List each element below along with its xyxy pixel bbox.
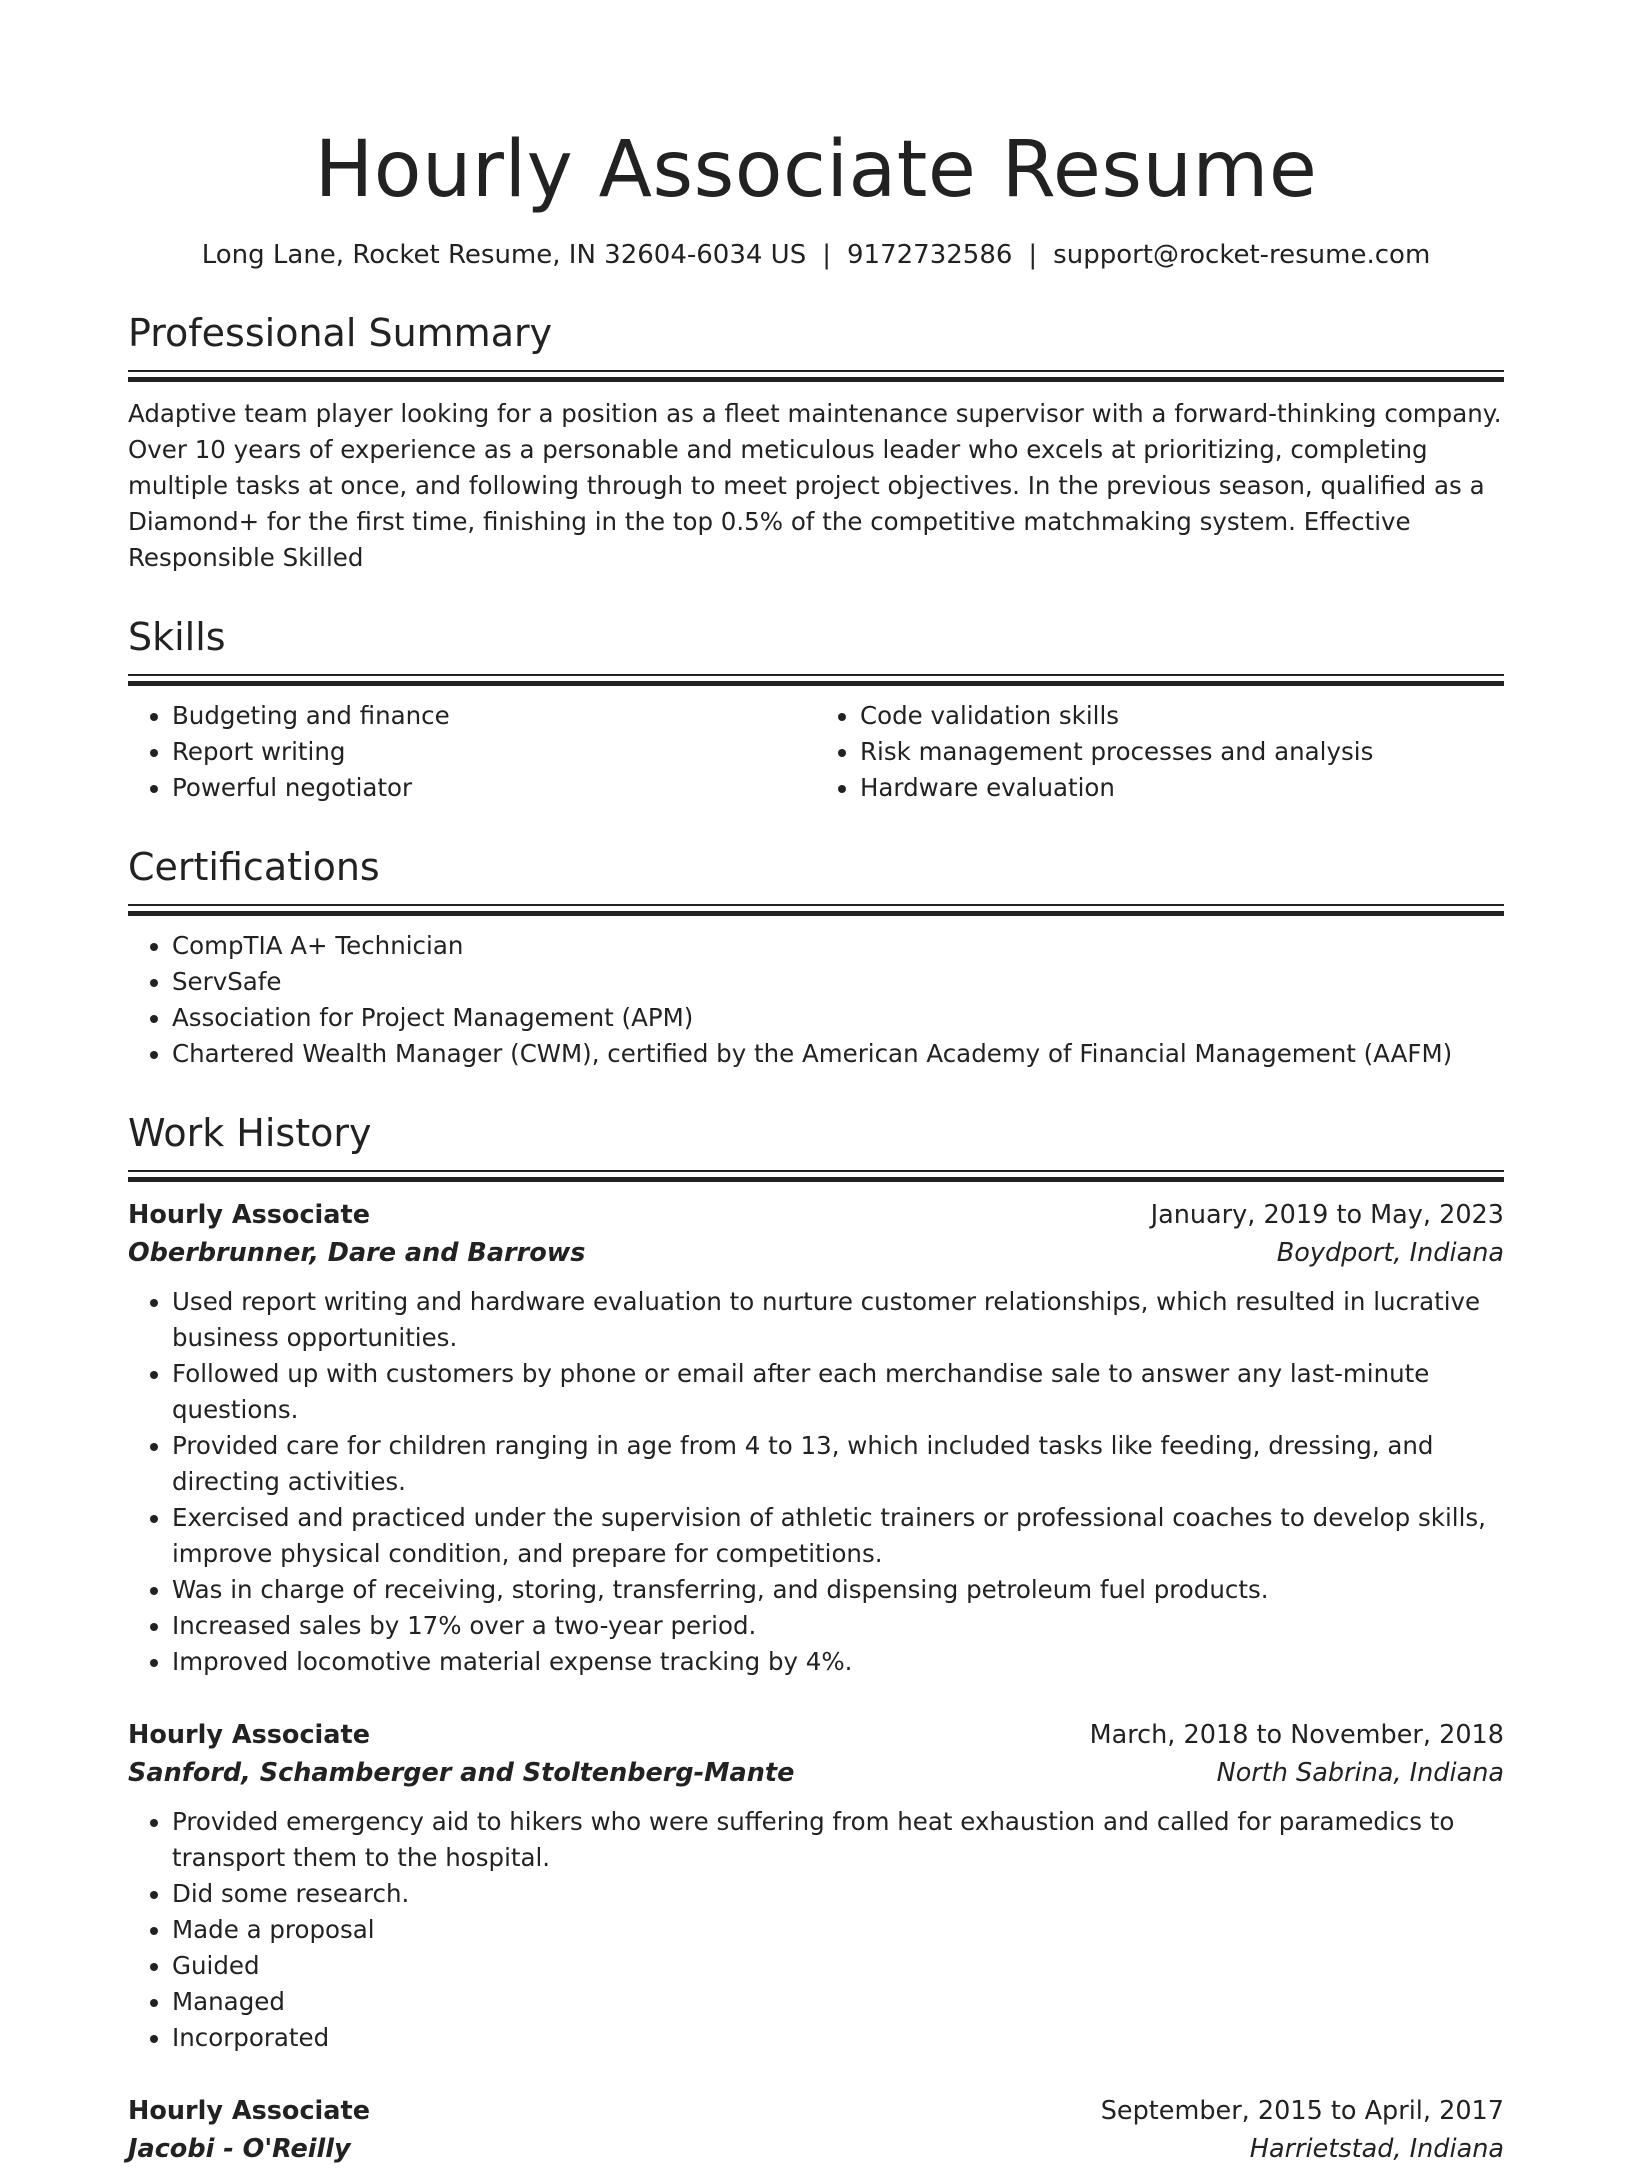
job-employer-row [128,1234,1504,1272]
skills-section [128,614,1504,806]
skills-heading: Skills [128,615,226,659]
job-bullet: • Increased sales by 17% over a two-year period. [172,1608,1504,1644]
job-title: Hourly Associate [128,1200,370,1230]
job-location: Harrietstad, Indiana [1249,2134,1504,2164]
job-dates: January, 2019 to May, 2023 [1150,1200,1504,1230]
skill-item: • Hardware evaluation [860,770,1504,806]
contact-separator: | [822,240,831,270]
summary-heading: Professional Summary [128,311,553,355]
work-history-heading: Work History [128,1111,372,1155]
section-divider [128,674,1504,684]
job-dates: September, 2015 to April, 2017 [1100,2096,1504,2126]
job-employer-row [128,2130,1504,2168]
job-dates: March, 2018 to November, 2018 [1089,1720,1504,1750]
job-entry [128,1196,1504,1680]
job-bullet: • Followed up with customers by phone or email after each merchandise sale to answer any last-minute questions. [172,1356,1504,1428]
contact-line [128,238,1504,272]
skill-item: • Budgeting and finance [172,698,816,734]
certification-item: • Association for Project Management (APM) [172,1000,1504,1036]
job-location: North Sabrina, Indiana [1216,1758,1504,1788]
certifications-section [128,844,1504,1072]
work-history-section [128,1110,1504,2168]
job-bullet: • Incorporated [172,2020,1504,2056]
job-bullet: • Made a proposal [172,1912,1504,1948]
job-title: Hourly Associate [128,1720,370,1750]
job-bullet: • Provided emergency aid to hikers who were suffering from heat exhaustion and called for paramedics to transport them to the hospital. [172,1804,1504,1876]
skills-list-right [816,698,1504,806]
job-company: Sanford, Schamberger and Stoltenberg-Mante [128,1758,795,1788]
job-company: Oberbrunner, Dare and Barrows [128,1238,586,1268]
job-header-row [128,2092,1504,2130]
section-divider [128,1170,1504,1180]
certification-item: • ServSafe [172,964,1504,1000]
job-company: Jacobi - O'Reilly [128,2134,351,2164]
job-bullet: • Provided care for children ranging in age from 4 to 13, which included tasks like feeding, dressing, and directing activities. [172,1428,1504,1500]
skill-item: • Risk management processes and analysis [860,734,1504,770]
job-bullet: • Guided [172,1948,1504,1984]
job-bullets [128,1804,1504,2056]
certification-item: • CompTIA A+ Technician [172,928,1504,964]
contact-separator: | [1028,240,1038,270]
section-divider [128,370,1504,380]
skill-item: • Report writing [172,734,816,770]
contact-phone: 9172732586 [846,240,1013,270]
job-bullet: • Used report writing and hardware evaluation to nurture customer relationships, which resulted in lucrative business opportunities. [172,1284,1504,1356]
contact-address: Long Lane, Rocket Resume, IN 32604-6034 US [201,240,807,270]
job-bullet: • Improved locomotive material expense tracking by 4%. [172,1644,1504,1680]
job-bullet: • Was in charge of receiving, storing, transferring, and dispensing petroleum fuel products. [172,1572,1504,1608]
certification-item: • Chartered Wealth Manager (CWM), certified by the American Academy of Financial Management (AAFM) [172,1036,1504,1072]
section-divider [128,904,1504,914]
skill-item: • Powerful negotiator [172,770,816,806]
job-header-row [128,1716,1504,1754]
skills-list-left [128,698,816,806]
job-header-row [128,1196,1504,1234]
summary-text: Adaptive team player looking for a position as a fleet maintenance supervisor with a forward-thinking company. Over 10 years of experience as a personable and meticulous leader who excels at prioritizing, completing multiple tasks at once, and following through to meet project objectives. In the previous season, qualified as a Diamond+ for the first time, finishing in the top 0.5% of the competitive matchmaking system. Effective Responsible Skilled [128,399,1502,572]
skills-grid [128,698,1504,806]
job-entry [128,2092,1504,2168]
resume-title: Hourly Associate Resume [314,125,1318,215]
summary-section [128,310,1504,576]
job-title: Hourly Associate [128,2096,370,2126]
job-entry [128,1716,1504,2056]
contact-email: support@rocket-resume.com [1053,240,1431,270]
job-location: Boydport, Indiana [1276,1238,1504,1268]
certifications-heading: Certifications [128,845,380,889]
job-bullets [128,1284,1504,1680]
job-bullet: • Managed [172,1984,1504,2020]
certifications-list [128,928,1504,1072]
skill-item: • Code validation skills [860,698,1504,734]
job-bullet: • Exercised and practiced under the supervision of athletic trainers or professional coaches to develop skills, improve physical condition, and prepare for competitions. [172,1500,1504,1572]
job-bullet: • Did some research. [172,1876,1504,1912]
job-employer-row [128,1754,1504,1792]
